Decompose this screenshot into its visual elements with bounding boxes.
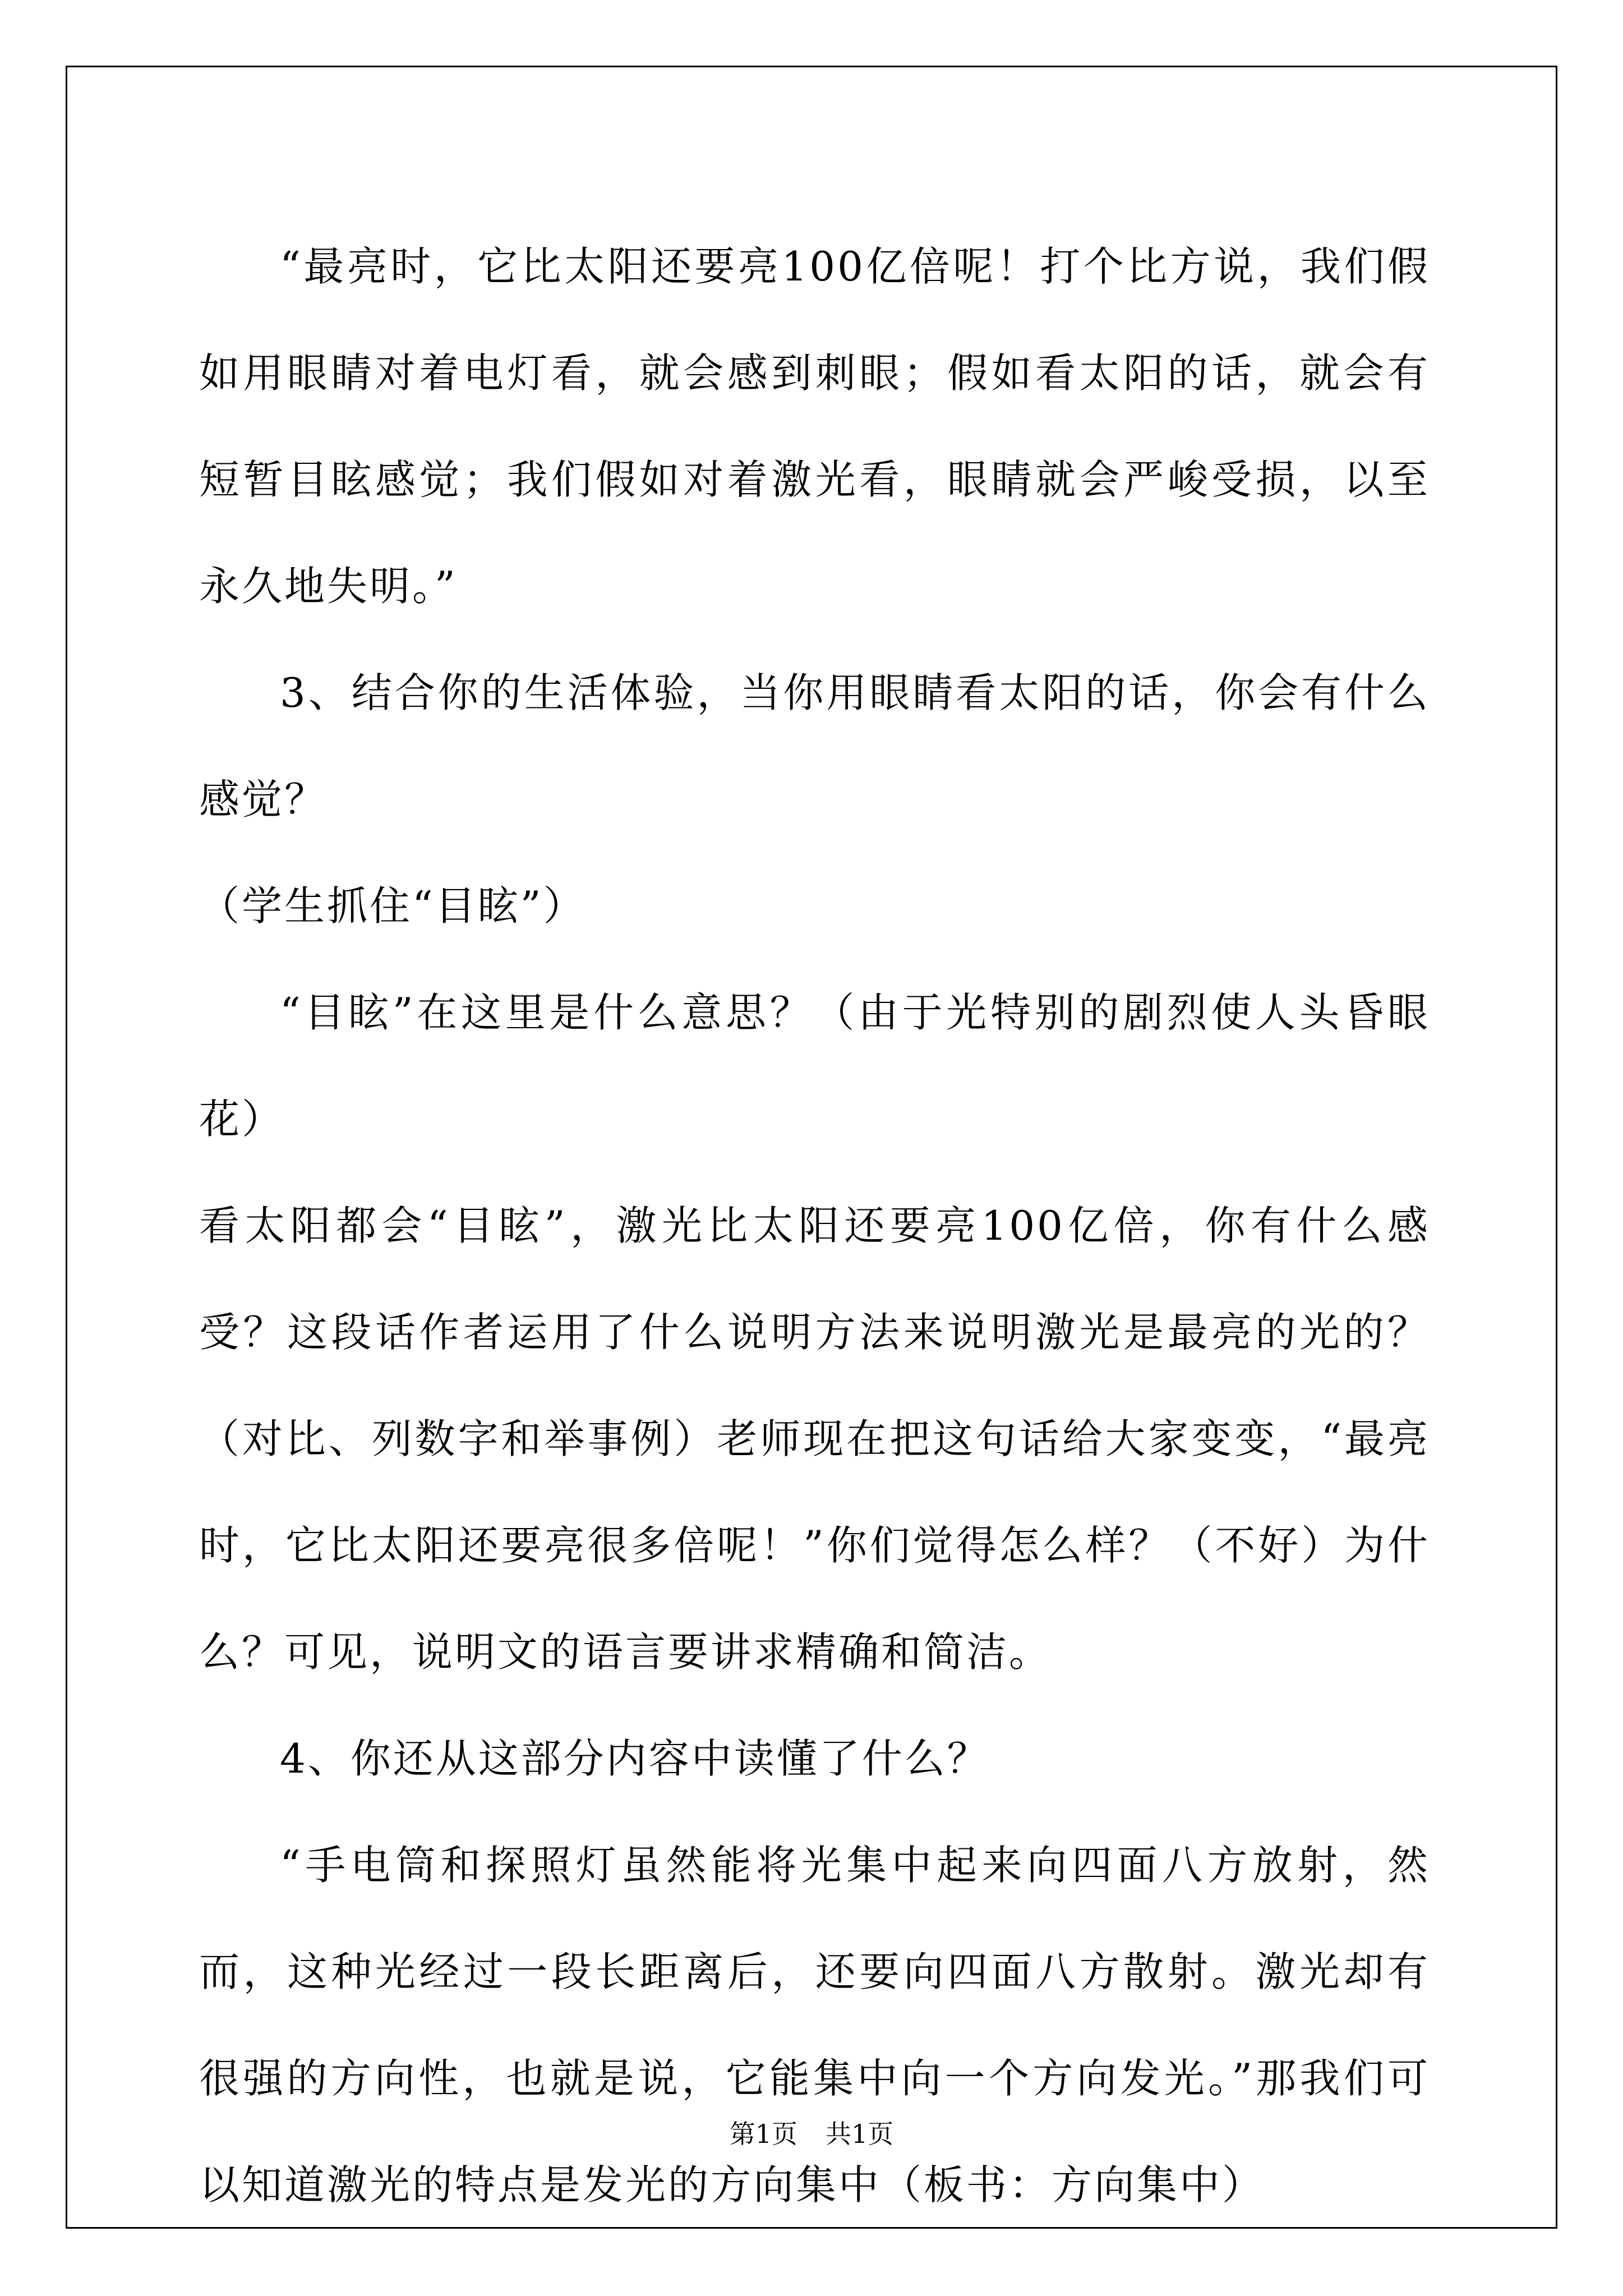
page-total: 共1页 <box>826 2119 894 2149</box>
paragraph-2: 3、结合你的生活体验，当你用眼睛看太阳的话，你会有什么感觉？ <box>199 669 1430 823</box>
paragraph-3: （学生抓住“目眩”） <box>199 882 586 930</box>
page-number: 第1页 <box>729 2119 797 2149</box>
paragraph-6: 4、你还从这部分内容中读懂了什么？ <box>280 1735 990 1782</box>
paragraph-1: “最亮时，它比太阳还要亮100亿倍呢！打个比方说，我们假如用眼睛对着电灯看，就会感到刺眼；假如看太阳的话，就会有短暂目眩感觉；我们假如对着激光看，眼睛就会严峻受损，以至永久地失明。” <box>199 243 1430 610</box>
document-body <box>199 213 1430 2238</box>
paragraph-7: “手电筒和探照灯虽然能将光集中起来向四面八方放射，然而，这种光经过一段长距离后，还要向四面八方散射。激光却有很强的方向性，也就是说，它能集中向一个方向发光。”那我们可以知道激光的特点是发光的方向集中（板书：方向集中） <box>199 1842 1430 2208</box>
paragraph-5: 看太阳都会“目眩”，激光比太阳还要亮100亿倍，你有什么感受？这段话作者运用了什么说明方法来说明激光是最亮的光的？（对比、列数字和举事例）老师现在把这句话给大家变变，“最亮时，它比太阳还要亮很多倍呢！”你们觉得怎么样？（不好）为什么？可见，说明文的语言要讲求精确和简洁。 <box>199 1202 1430 1676</box>
page-footer <box>0 2114 1623 2151</box>
paragraph-4: “目眩”在这里是什么意思？（由于光特别的剧烈使人头昏眼花） <box>199 989 1430 1143</box>
